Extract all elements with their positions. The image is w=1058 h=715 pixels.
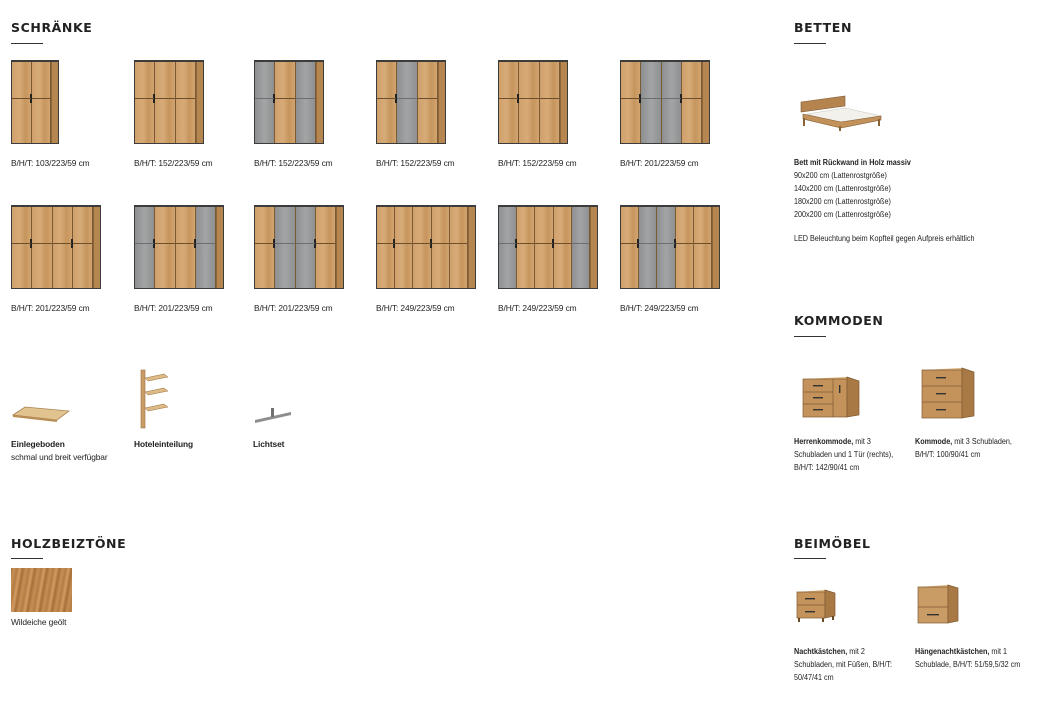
section-heading-kommoden: KOMMODEN [794, 313, 884, 328]
grey-door [662, 62, 682, 143]
wardrobe-dimensions: B/H/T: 152/223/59 cm [498, 158, 577, 168]
wardrobe-image [134, 60, 204, 144]
hanging-nightstand-text: mit 1 Schublade, B/H/T: 51/59,5/32 cm [915, 647, 1021, 669]
wardrobe-side-panel [93, 207, 100, 288]
bed-size: 180x200 cm (Lattenrostgröße) [794, 197, 891, 206]
grey-door [275, 207, 295, 288]
oak-door [32, 207, 52, 288]
bed-size: 200x200 cm (Lattenrostgröße) [794, 210, 891, 219]
oak-door [155, 62, 175, 143]
oak-door [176, 207, 196, 288]
wardrobe-side-panel [702, 62, 709, 143]
oak-door [554, 207, 572, 288]
wardrobe-image [11, 205, 101, 289]
wardrobe-dimensions: B/H/T: 249/223/59 cm [498, 303, 577, 313]
section-heading-beimoebel: BEIMÖBEL [794, 536, 871, 551]
hanging-nightstand-description [915, 645, 1032, 671]
wardrobe-side-panel [438, 62, 445, 143]
wardrobe-dimensions: B/H/T: 152/223/59 cm [134, 158, 213, 168]
oak-door [418, 62, 438, 143]
accessory-text: schmal und breit verfügbar [11, 452, 108, 462]
heading-rule [794, 336, 826, 337]
wardrobe-side-panel [712, 207, 719, 288]
oak-door [32, 62, 52, 143]
kommode-description [915, 435, 1032, 461]
bed-image [797, 92, 883, 132]
grey-door [135, 207, 155, 288]
shelf-board-image [11, 403, 71, 423]
oak-door [535, 207, 553, 288]
wardrobe-dimensions: B/H/T: 249/223/59 cm [376, 303, 455, 313]
hanging-nightstand-image [916, 583, 960, 627]
oak-door [413, 207, 431, 288]
wood-stain-swatch [11, 568, 72, 612]
wardrobe-image [254, 60, 324, 144]
heading-rule [11, 43, 43, 44]
wardrobe-side-panel [51, 62, 58, 143]
light-set-image [253, 406, 293, 424]
wardrobe-side-panel [590, 207, 597, 288]
oak-door [53, 207, 73, 288]
nightstand-image [795, 588, 837, 624]
oak-door [499, 62, 519, 143]
kommode-title: Kommode, [915, 437, 953, 446]
wardrobe-dimensions: B/H/T: 103/223/59 cm [11, 158, 90, 168]
wardrobe-image [376, 205, 476, 289]
oak-door [540, 62, 560, 143]
oak-door [135, 62, 155, 143]
oak-door [275, 62, 295, 143]
section-heading-betten: BETTEN [794, 20, 853, 35]
wardrobe-image [498, 205, 598, 289]
heading-rule [11, 558, 43, 559]
wardrobe-dimensions: B/H/T: 152/223/59 cm [376, 158, 455, 168]
wardrobe-side-panel [316, 62, 323, 143]
grey-door [639, 207, 657, 288]
wardrobe-side-panel [336, 207, 343, 288]
bed-size: 140x200 cm (Lattenrostgröße) [794, 184, 891, 193]
hanging-nightstand-title: Hängenachtkästchen, [915, 647, 990, 656]
kommode-image [920, 366, 976, 422]
grey-door [296, 62, 316, 143]
wardrobe-image [11, 60, 59, 144]
oak-door [176, 62, 196, 143]
accessory-title: Lichtset [253, 439, 285, 449]
oak-door [621, 62, 641, 143]
grey-door [397, 62, 417, 143]
wardrobe-dimensions: B/H/T: 201/223/59 cm [11, 303, 90, 313]
oak-door [316, 207, 336, 288]
oak-door [682, 62, 702, 143]
grey-door [255, 62, 275, 143]
wardrobe-side-panel [468, 207, 475, 288]
herrenkommode-text: mit 3 Schubladen und 1 Tür (rechts), B/H/T: 142/90/41 cm [794, 437, 894, 472]
wardrobe-dimensions: B/H/T: 249/223/59 cm [620, 303, 699, 313]
wardrobe-dimensions: B/H/T: 152/223/59 cm [254, 158, 333, 168]
bed-description [794, 156, 975, 245]
nightstand-title: Nachtkästchen, [794, 647, 848, 656]
grey-door [196, 207, 216, 288]
oak-door [517, 207, 535, 288]
bed-title: Bett mit Rückwand in Holz massiv [794, 158, 911, 167]
oak-door [155, 207, 175, 288]
nightstand-text: mit 2 Schubladen, mit Füßen, B/H/T: 50/47/41 cm [794, 647, 893, 682]
wardrobe-image [498, 60, 568, 144]
heading-rule [794, 43, 826, 44]
herrenkommode-description [794, 435, 907, 474]
nightstand-description [794, 645, 907, 684]
oak-door [255, 207, 275, 288]
section-heading-schraenke: SCHRÄNKE [11, 20, 93, 35]
oak-door [450, 207, 468, 288]
wardrobe-image [620, 205, 720, 289]
wardrobe-side-panel [216, 207, 223, 288]
wardrobe-image [134, 205, 224, 289]
oak-door [377, 207, 395, 288]
wood-stain-caption: Wildeiche geölt [11, 617, 67, 627]
wardrobe-image [620, 60, 710, 144]
wardrobe-side-panel [196, 62, 203, 143]
oak-door [12, 62, 32, 143]
grey-door [572, 207, 590, 288]
oak-door [395, 207, 413, 288]
herrenkommode-title: Herrenkommode, [794, 437, 854, 446]
wardrobe-image [254, 205, 344, 289]
kommode-text: mit 3 Schubladen, B/H/T: 100/90/41 cm [915, 437, 1012, 459]
oak-door [519, 62, 539, 143]
wardrobe-dimensions: B/H/T: 201/223/59 cm [620, 158, 699, 168]
oak-door [676, 207, 694, 288]
section-heading-holzbeiztoene: HOLZBEIZTÖNE [11, 536, 127, 551]
accessory-title: Einlegeboden [11, 439, 65, 449]
grey-door [296, 207, 316, 288]
bed-size: 90x200 cm (Lattenrostgröße) [794, 171, 887, 180]
oak-door [12, 207, 32, 288]
wardrobe-dimensions: B/H/T: 201/223/59 cm [134, 303, 213, 313]
grey-door [657, 207, 675, 288]
hotel-division-image [134, 368, 170, 430]
grey-door [641, 62, 661, 143]
oak-door [621, 207, 639, 288]
oak-door [73, 207, 93, 288]
bed-led-note: LED Beleuchtung beim Kopfteil gegen Aufpreis erhältlich [794, 234, 975, 243]
heading-rule [794, 558, 826, 559]
grey-door [499, 207, 517, 288]
wardrobe-image [376, 60, 446, 144]
herrenkommode-image [801, 373, 861, 421]
accessory-title: Hoteleinteilung [134, 439, 193, 449]
wardrobe-dimensions: B/H/T: 201/223/59 cm [254, 303, 333, 313]
oak-door [377, 62, 397, 143]
oak-door [694, 207, 712, 288]
wardrobe-side-panel [560, 62, 567, 143]
oak-door [432, 207, 450, 288]
